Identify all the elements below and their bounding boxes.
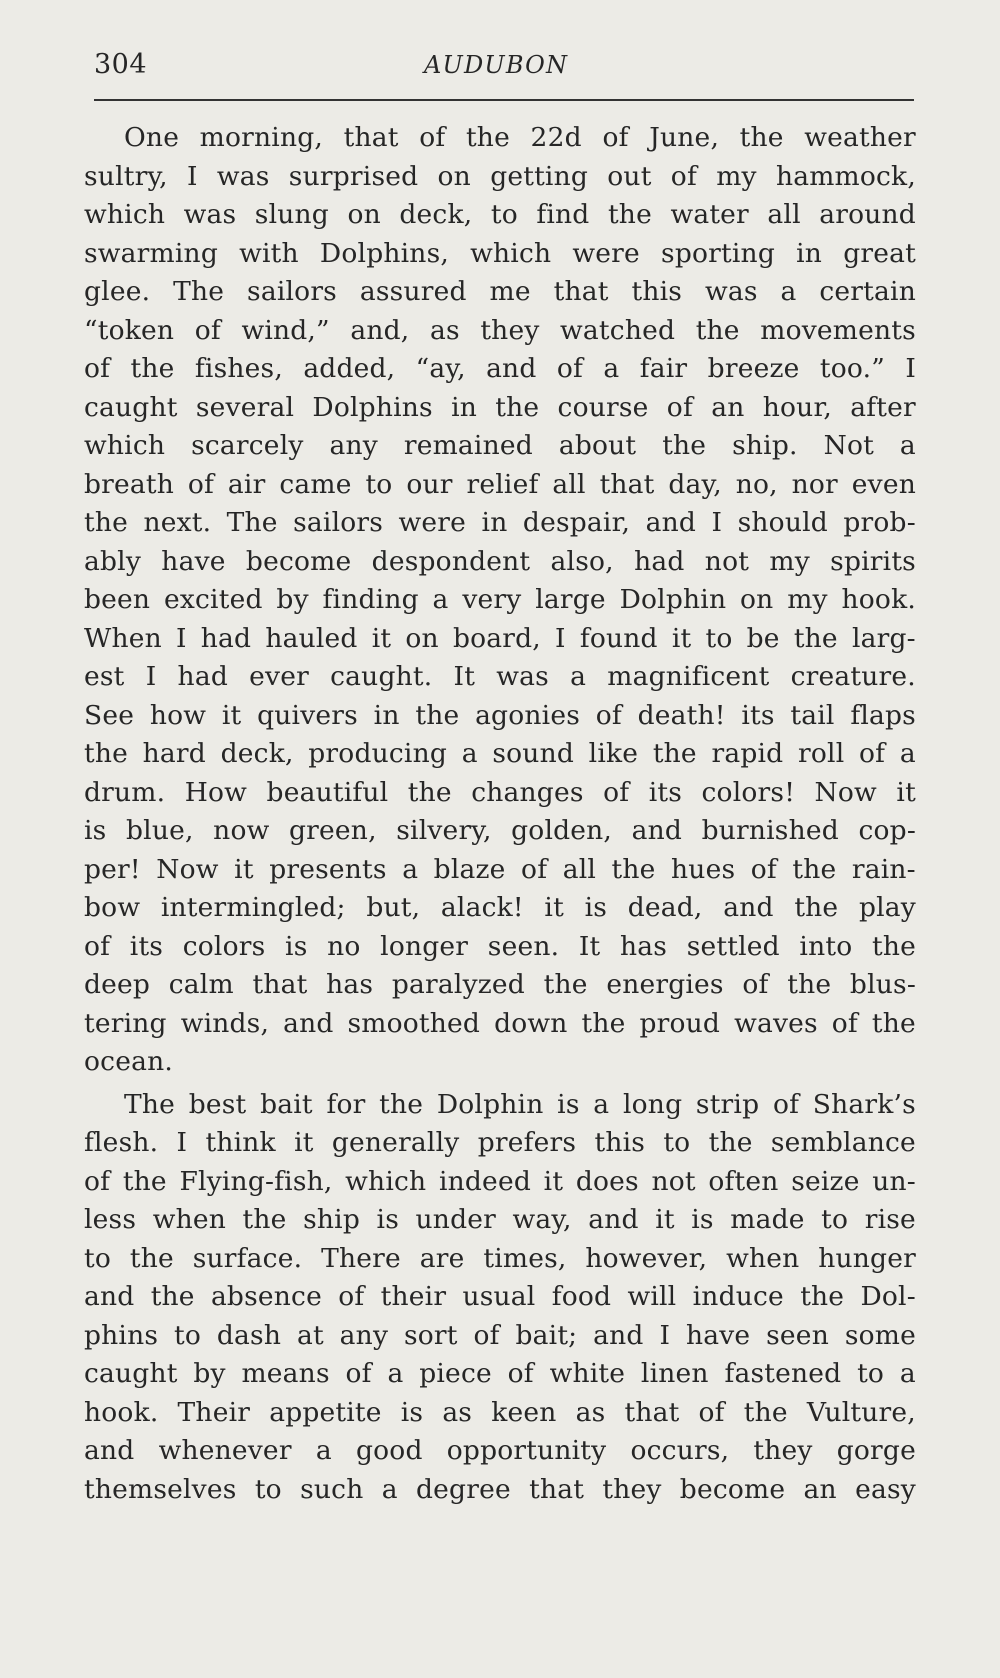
page-number: 304 — [94, 49, 148, 80]
text-line: glee. The sailors assured me that this was a certain — [84, 276, 916, 307]
text-line: of the fishes, added, “ay, and of a fair breeze too.” I — [84, 353, 916, 384]
text-line: which was slung on deck, to find the water all around — [84, 199, 916, 230]
text-line: flesh. I think it generally prefers this to the semblance — [84, 1127, 916, 1158]
text-line: ocean. — [84, 1046, 173, 1077]
text-line: The best bait for the Dolphin is a long strip of Shark’s — [124, 1088, 916, 1120]
text-line: tering winds, and smoothed down the proud waves of the — [84, 1007, 916, 1039]
text-line: “token of wind,” and, as they watched the movements — [84, 314, 916, 346]
text-line: caught by means of a piece of white linen fastened to a — [84, 1358, 916, 1389]
text-line: swarming with Dolphins, which were sporting in great — [84, 237, 916, 269]
body-text — [84, 119, 916, 1509]
text-line: hook. Their appetite is as keen as that of the Vulture, — [84, 1396, 916, 1428]
text-line: deep calm that has paralyzed the energies of the blus- — [84, 969, 916, 1000]
text-line: bow intermingled; but, alack! it is dead, and the play — [84, 892, 916, 923]
paragraph — [84, 1086, 916, 1510]
text-line: est I had ever caught. It was a magnificent creature. — [84, 661, 916, 692]
text-line: One morning, that of the 22d of June, the weather — [124, 122, 916, 153]
text-line: phins to dash at any sort of bait; and I have seen some — [84, 1319, 916, 1351]
text-line: drum. How beautiful the changes of its colors! Now it — [84, 776, 916, 808]
text-line: of its colors is no longer seen. It has settled into the — [84, 930, 916, 962]
header-rule — [94, 99, 914, 101]
text-line: the next. The sailors were in despair, and I should prob- — [84, 507, 916, 538]
text-line: been excited by finding a very large Dolphin on my hook. — [84, 584, 916, 615]
text-line: per! Now it presents a blaze of all the hues of the rain- — [84, 853, 916, 885]
text-line: When I had hauled it on board, I found it to be the larg- — [84, 622, 916, 654]
text-line: and the absence of their usual food will induce the Dol- — [84, 1281, 916, 1312]
text-line: is blue, now green, silvery, golden, and burnished cop- — [84, 815, 916, 846]
text-line: See how it quivers in the agonies of death! its tail flaps — [84, 699, 916, 731]
text-line: the hard deck, producing a sound like the rapid roll of a — [84, 738, 916, 769]
text-line: sultry, I was surprised on getting out of my hammock, — [84, 160, 916, 192]
text-line: themselves to such a degree that they become an easy — [84, 1473, 916, 1505]
text-line: breath of air came to our relief all that day, no, nor even — [84, 468, 916, 500]
text-line: of the Flying-fish, which indeed it does not often seize un- — [84, 1165, 916, 1197]
text-line: caught several Dolphins in the course of an hour, after — [84, 391, 916, 423]
paragraph — [84, 119, 916, 1082]
text-line: which scarcely any remained about the ship. Not a — [84, 430, 916, 461]
running-title: AUDUBON — [424, 51, 569, 79]
running-head — [94, 48, 914, 88]
text-line: and whenever a good opportunity occurs, they gorge — [84, 1435, 916, 1466]
text-line: ably have become despondent also, had not my spirits — [84, 545, 916, 577]
text-line: less when the ship is under way, and it is made to rise — [84, 1204, 916, 1235]
text-line: to the surface. There are times, however, when hunger — [84, 1242, 916, 1274]
